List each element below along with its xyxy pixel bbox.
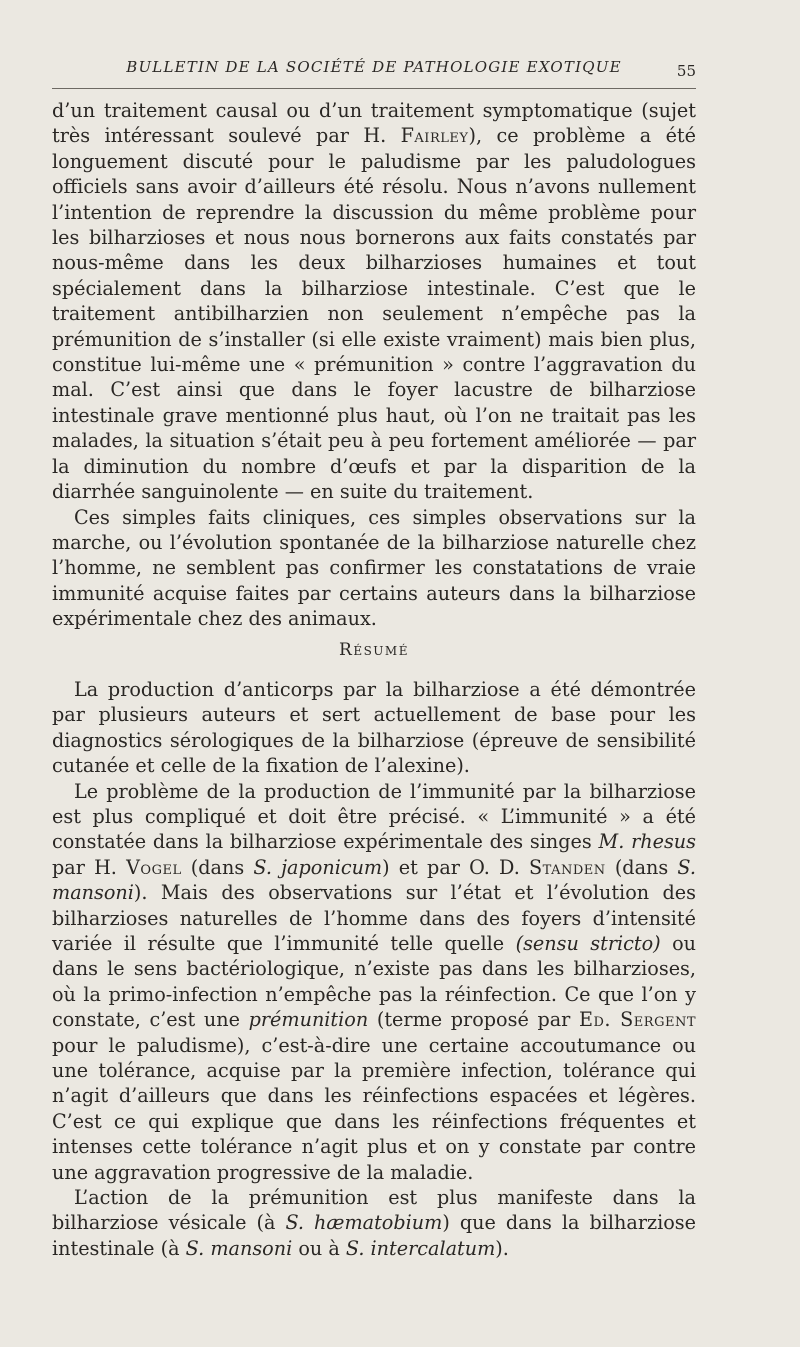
text-run: Le problème de la production de l’immunité par la bilharziose est plus compliqué et doit être précisé. « L’immunité » a été constatée dans la bilharziose expérimentale des singes: [52, 779, 696, 854]
text-run: ). Mais des observations sur l’état et l’évolution des bilharzioses naturelles de l’homme dans des foyers d’intensité variée il résulte que l’immunité telle quelle: [52, 881, 696, 955]
text-run: ou à: [292, 1236, 346, 1260]
text-run: pour le paludisme), c’est-à-dire une certaine accoutumance ou une tolérance, acquise par la première infection, tolérance qui n’agit d’ailleurs que dans les réinfections espacées et légères. C’est ce qui explique que dans les réinfections fréquentes et intenses cette tolérance n’agit plus et on y constate par contre une aggravation progressive de la maladie.: [52, 1033, 696, 1184]
latin-phrase: (sensu stricto): [515, 932, 661, 955]
author-name: Vogel: [126, 855, 182, 879]
text-run: (dans: [181, 855, 254, 879]
paragraph-5: [52, 1185, 696, 1261]
text-run: ).: [495, 1236, 509, 1260]
page-header: [52, 58, 696, 89]
paragraph-2: Ces simples faits cliniques, ces simples observations sur la marche, ou l’évolution spontanée de la bilharziose naturelle chez l’homme, ne semblent pas confirmer les constatations de vraie immunité acquise faites par certains auteurs dans la bilharziose expérimentale chez des animaux.: [52, 505, 696, 631]
species-name: S. intercalatum: [345, 1236, 496, 1260]
term: prémunition: [248, 1008, 369, 1032]
running-title: BULLETIN DE LA SOCIÉTÉ DE PATHOLOGIE EXOTIQUE: [126, 58, 622, 76]
author-name: Standen: [528, 855, 606, 879]
text-run: ), ce problème a été longuement discuté pour le paludisme par les paludologues officiels sans avoir d’ailleurs été résolu. Nous n’avons nullement l’intention de reprendre la discussion du même problème pour les bilharzioses et nous nous bornerons aux faits constatés par nous-même dans les deux bilharzioses humaines et tout spécialement dans la bilharziose intestinale. C’est que le traitement antibilharzien non seulement n’empêche pas la prémunition de s’installer (si elle existe vraiment) mais bien plus, constitue lui-même une « prémunition » contre l’aggravation du mal. C’est ainsi que dans le foyer lacustre de bilharziose intestinale grave mentionné plus haut, où l’on ne traitait pas les malades, la situation s’était peu à peu fortement améliorée — par la diminution du nombre d’œufs et par la disparition de la diarrhée sanguinolente — en suite du traitement.: [52, 124, 696, 504]
text-run: (terme proposé par: [368, 1008, 579, 1032]
text-run: (dans: [605, 855, 678, 879]
paragraph-1: [52, 98, 696, 505]
author-name: Fairley: [400, 124, 469, 148]
page-number: 55: [676, 62, 696, 80]
text-run: par H.: [52, 855, 127, 879]
species-name: S. mansoni: [52, 855, 696, 905]
section-heading: Résumé: [339, 639, 409, 660]
text-run: L’action de la prémunition est plus manifeste dans la bilharziose vésicale (à: [52, 1186, 696, 1235]
species-name: S. japonicum: [253, 855, 383, 879]
text-run: ) et par O. D.: [382, 855, 529, 879]
species-name: S. hæmatobium: [285, 1211, 443, 1235]
paragraph-4: [52, 779, 696, 1186]
text-run: d’un traitement causal ou d’un traitement symptomatique (sujet très intéressant soulevé par H.: [52, 99, 696, 148]
paragraph-3: La production d’anticorps par la bilharziose a été démontrée par plusieurs auteurs et sert actuellement de base pour les diagnostics sérologiques de la bilharziose (épreuve de sensibilité cutanée et celle de la fixation de l’alexine).: [52, 677, 696, 778]
text-run: ou dans le sens bactériologique, n’existe pas dans les bilharzioses, où la primo-infection n’empêche pas la réinfection. Ce que l’on y constate, c’est une: [52, 932, 696, 1032]
author-name: Ed. Sergent: [578, 1008, 696, 1032]
article-body: [52, 98, 696, 1261]
text-run: ) que dans la bilharziose intestinale (à: [52, 1211, 697, 1260]
species-name: S. mansoni: [185, 1236, 293, 1260]
species-name: M. rhesus: [598, 830, 697, 854]
